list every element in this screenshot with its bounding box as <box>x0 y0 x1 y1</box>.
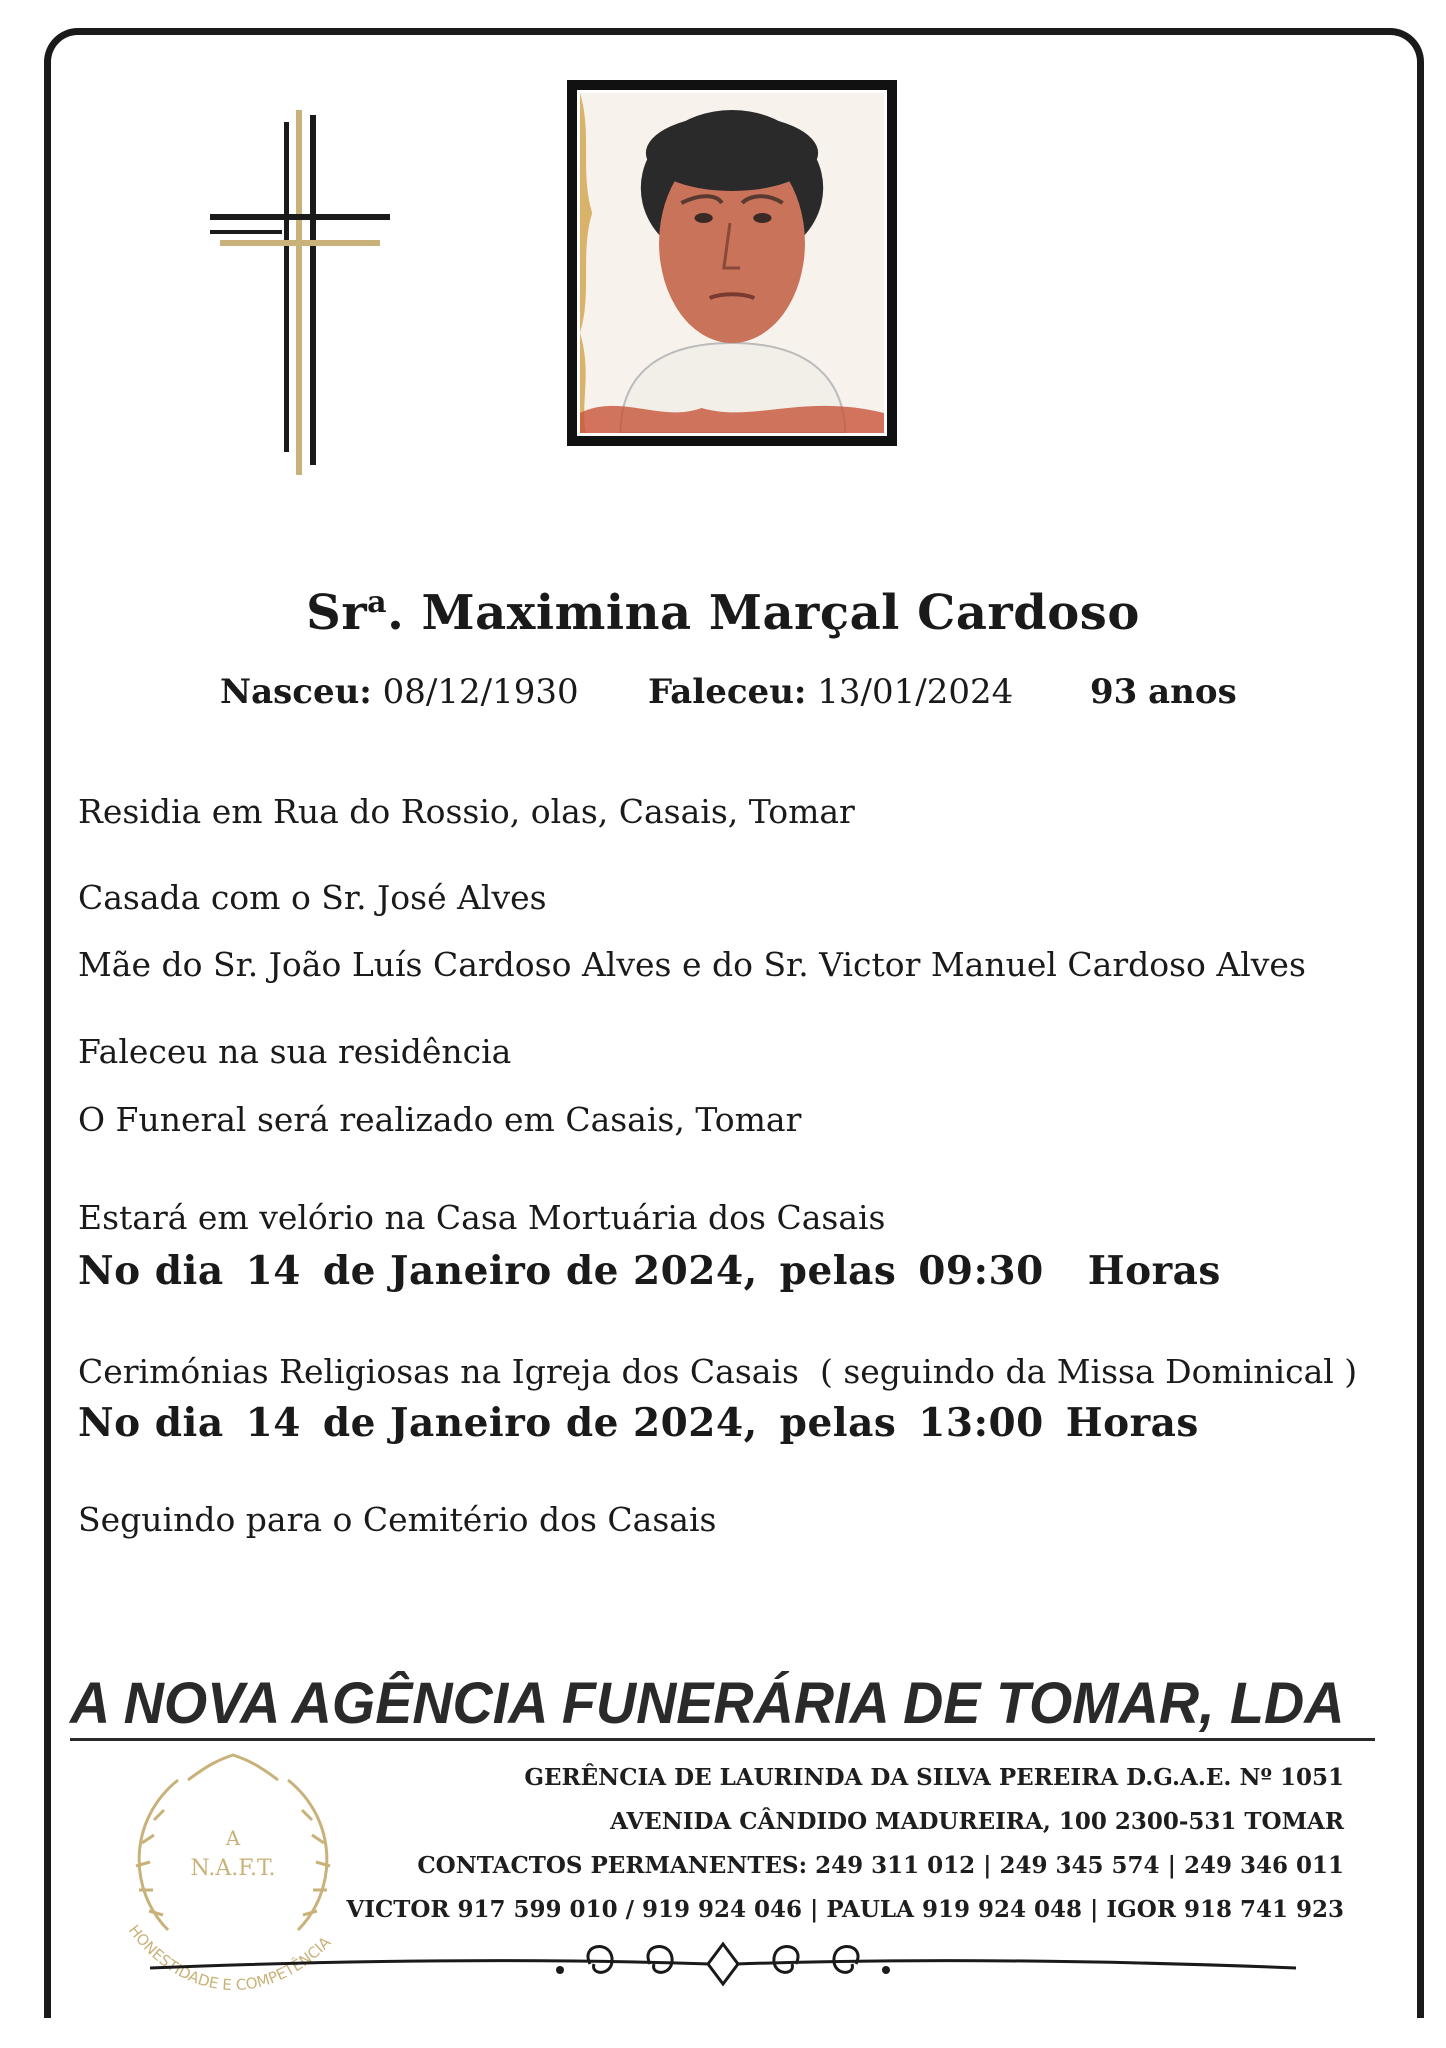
agency-management: GERÊNCIA DE LAURINDA DA SILVA PEREIRA D.G.A.E. Nº 1051 <box>524 1764 1344 1791</box>
death-date <box>648 672 1013 712</box>
children-line: Mãe do Sr. João Luís Cardoso Alves e do Sr. Victor Manuel Cardoso Alves <box>78 945 1306 984</box>
ceremony-unit: Horas <box>1065 1400 1199 1446</box>
seal-motto: HONESTIDADE E COMPETÊNCIA <box>124 1921 335 1990</box>
agency-contacts: CONTACTOS PERMANENTES: 249 311 012 | 249 345 574 | 249 346 011 <box>417 1852 1344 1879</box>
agency-name: A NOVA AGÊNCIA FUNERÁRIA DE TOMAR, LDA <box>70 1671 1345 1736</box>
ceremony-pelas: pelas <box>779 1400 897 1446</box>
wake-month-year: de Janeiro de 2024, <box>322 1248 758 1294</box>
portrait-frame <box>567 80 897 446</box>
ceremony-day: 14 <box>245 1400 301 1446</box>
burial-line: Seguindo para o Cemitério dos Casais <box>78 1500 717 1539</box>
ceremony-time: 13:00 <box>918 1400 1044 1446</box>
ceremony-prefix: No dia <box>78 1400 224 1446</box>
age-value: 93 <box>1090 672 1138 712</box>
honorific-superscript: a <box>367 585 388 620</box>
birth-date <box>220 672 579 712</box>
cross-icon <box>210 110 390 480</box>
wake-schedule <box>78 1248 1221 1294</box>
ceremony-note: ( seguindo da Missa Dominical ) <box>819 1352 1358 1391</box>
seal-letter: A <box>225 1826 241 1850</box>
born-value: 08/12/1930 <box>382 672 579 712</box>
wake-prefix: No dia <box>78 1248 224 1294</box>
wake-day: 14 <box>245 1248 301 1294</box>
wake-pelas: pelas <box>779 1248 897 1294</box>
portrait-photo <box>577 90 887 436</box>
honorific-dot: . <box>387 585 422 641</box>
wake-time: 09:30 <box>918 1248 1044 1294</box>
seal-name: N.A.F.T. <box>190 1856 276 1881</box>
died-label: Faleceu: <box>648 672 807 712</box>
born-label: Nasceu: <box>220 672 372 712</box>
death-place-line: Faleceu na sua residência <box>78 1032 512 1071</box>
age <box>1090 672 1237 712</box>
ceremony-month-year: de Janeiro de 2024, <box>322 1400 758 1446</box>
agency-address: AVENIDA CÂNDIDO MADUREIRA, 100 2300-531 TOMAR <box>610 1808 1344 1835</box>
wake-line: Estará em velório na Casa Mortuária dos Casais <box>78 1198 886 1237</box>
age-unit: anos <box>1148 672 1237 712</box>
ornament-divider-icon <box>150 1930 1296 2000</box>
died-value: 13/01/2024 <box>817 672 1014 712</box>
spouse-line: Casada com o Sr. José Alves <box>78 878 547 917</box>
ceremony-line <box>78 1352 1357 1391</box>
residence-line: Residia em Rua do Rossio, olas, Casais, Tomar <box>78 792 855 831</box>
ceremony-text: Cerimónias Religiosas na Igreja dos Casais <box>78 1352 799 1391</box>
agency-people: VICTOR 917 599 010 / 919 924 046 | PAULA 919 924 048 | IGOR 918 741 923 <box>346 1896 1344 1923</box>
honorific: Sr <box>306 585 368 641</box>
wake-unit: Horas <box>1087 1248 1221 1294</box>
ceremony-schedule <box>78 1400 1199 1446</box>
name-text: Maximina Marçal Cardoso <box>421 585 1140 641</box>
deceased-name <box>0 585 1446 641</box>
funeral-line: O Funeral será realizado em Casais, Tomar <box>78 1100 802 1139</box>
